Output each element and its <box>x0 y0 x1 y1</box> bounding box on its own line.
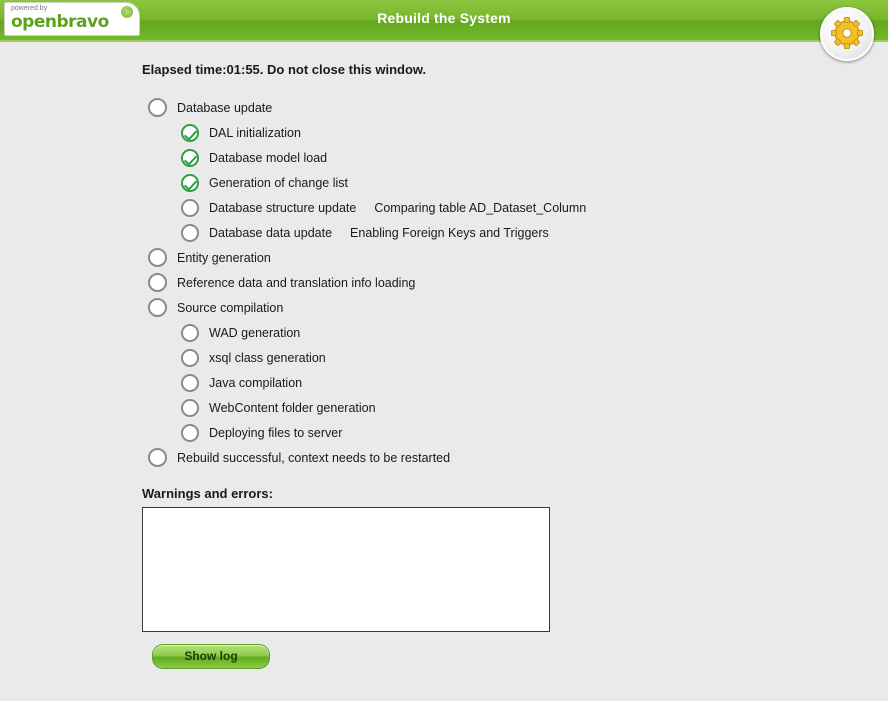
step-label: Deploying files to server <box>209 425 343 440</box>
gear-icon[interactable] <box>820 7 874 61</box>
step-status-icon <box>148 248 167 267</box>
show-log-button[interactable]: Show log <box>152 644 270 669</box>
elapsed-time-label: Elapsed time:01:55. Do not close this window. <box>142 62 427 77</box>
step-dal-initialization <box>0 120 888 145</box>
step-status-check-icon <box>181 124 199 142</box>
step-database-update <box>0 95 888 120</box>
progress-step-list <box>0 95 888 470</box>
logo-badge: ⓑ <box>123 7 131 16</box>
step-label: DAL initialization <box>209 125 301 140</box>
logo-powered-by: powered by <box>11 5 48 12</box>
step-label: Java compilation <box>209 375 303 390</box>
step-label: Reference data and translation info loading <box>177 275 416 290</box>
step-status-icon <box>181 324 199 342</box>
step-source-compilation <box>0 295 888 320</box>
step-xsql-class-generation <box>0 345 888 370</box>
button-bar <box>152 644 888 669</box>
step-status-icon <box>181 374 199 392</box>
step-status-icon <box>181 349 199 367</box>
step-label: xsql class generation <box>209 350 326 365</box>
step-status-icon <box>148 298 167 317</box>
step-status-icon <box>148 273 167 292</box>
warnings-title: Warnings and errors: <box>142 486 273 501</box>
step-status-icon <box>181 399 199 417</box>
warnings-output-box[interactable] <box>142 507 550 632</box>
step-status-icon <box>181 424 199 442</box>
step-generation-of-change-list <box>0 170 888 195</box>
page-title: Rebuild the System <box>377 10 511 26</box>
logo-brand: openbravo <box>11 12 109 32</box>
step-webcontent-folder-generation <box>0 395 888 420</box>
step-label: Generation of change list <box>209 175 348 190</box>
step-status-icon <box>181 224 199 242</box>
step-label: Entity generation <box>177 250 271 265</box>
step-detail: Comparing table AD_Dataset_Column <box>374 200 587 215</box>
step-wad-generation <box>0 320 888 345</box>
step-label: WAD generation <box>209 325 301 340</box>
step-status-check-icon <box>181 149 199 167</box>
step-label: WebContent folder generation <box>209 400 376 415</box>
step-label: Database update <box>177 100 273 115</box>
step-reference-data-loading <box>0 270 888 295</box>
step-status-icon <box>148 448 167 467</box>
step-label: Database model load <box>209 150 328 165</box>
step-entity-generation <box>0 245 888 270</box>
window-body <box>0 42 888 669</box>
step-database-data-update <box>0 220 888 245</box>
step-database-structure-update <box>0 195 888 220</box>
step-label: Database data update <box>209 225 333 240</box>
step-label: Rebuild successful, context needs to be restarted <box>177 450 451 465</box>
step-label: Source compilation <box>177 300 284 315</box>
step-status-check-icon <box>181 174 199 192</box>
window-header <box>0 0 888 42</box>
step-deploying-files-to-server <box>0 420 888 445</box>
step-java-compilation <box>0 370 888 395</box>
step-label: Database structure update <box>209 200 357 215</box>
step-status-icon <box>181 199 199 217</box>
step-rebuild-successful <box>0 445 888 470</box>
step-status-icon <box>148 98 167 117</box>
step-database-model-load <box>0 145 888 170</box>
step-detail: Enabling Foreign Keys and Triggers <box>350 225 549 240</box>
